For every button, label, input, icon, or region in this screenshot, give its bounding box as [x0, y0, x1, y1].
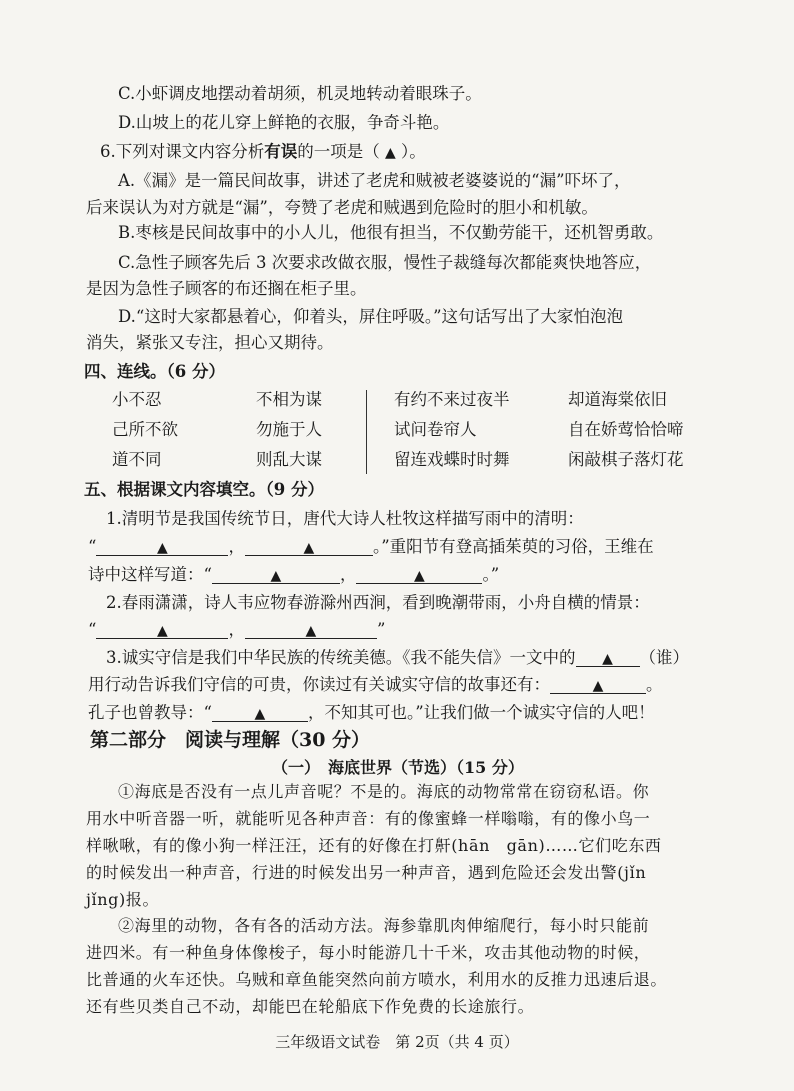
match-right2-1: 却道海棠依旧	[568, 390, 667, 409]
q6-option-c-line1: C.急性子顾客先后 3 次要求改做衣服，慢性子裁缝每次都能爽快地答应，	[118, 253, 652, 272]
passage-p1-line3: 样啾啾，有的像小狗一样汪汪，还有的好像在打鼾(hān gān)……它们吃东西	[86, 836, 662, 855]
fill-blank-4[interactable]: ▲	[356, 563, 482, 584]
passage-title: （一） 海底世界（节选）（15 分）	[272, 758, 524, 777]
s5-q3-line2: 用行动告诉我们守信的可贵，你读过有关诚实守信的故事还有： ▲ 。	[88, 675, 663, 694]
passage-p1-line5: jǐng)报。	[86, 890, 160, 909]
match-left-3: 道不同	[112, 450, 162, 469]
passage-p2-line1: ②海里的动物，各有各的活动方法。海参靠肌肉伸缩爬行，每小时只能前	[118, 916, 650, 935]
matching-divider	[366, 390, 367, 474]
match-left2-1: 不相为谋	[256, 390, 322, 409]
passage-p2-line4: 还有些贝类自己不动，却能巴在轮船底下作免费的长途旅行。	[86, 997, 535, 1016]
answer-triangle: ▲	[385, 145, 396, 161]
page-footer: 三年级语文试卷 第 2页（共 4 页）	[275, 1033, 519, 1051]
q6-option-a-line1: A.《漏》是一篇民间故事，讲述了老虎和贼被老婆婆说的“漏”吓坏了，	[118, 171, 631, 190]
match-right-1: 有约不来过夜半	[394, 390, 510, 409]
fill-blank-2[interactable]: ▲	[245, 535, 373, 556]
match-right-3: 留连戏蝶时时舞	[394, 450, 510, 469]
q6-option-d-line2: 消失，紧张又专注，担心又期待。	[86, 333, 334, 352]
bleed-through-text	[600, 88, 614, 108]
s5-q1-line3: 诗中这样写道：“ ▲ ， ▲ 。”	[88, 565, 500, 584]
s5-q3-line1: 3.诚实守信是我们中华民族的传统美德。《我不能失信》一文中的 ▲ （谁）	[106, 648, 689, 667]
passage-p1-line2: 用水中听音器一听，就能听见各种声音：有的像蜜蜂一样嗡嗡，有的像小鸟一	[86, 809, 651, 828]
match-left-1: 小不忍	[112, 390, 162, 409]
fill-blank-1[interactable]: ▲	[96, 535, 228, 556]
section5-title: 五、根据课文内容填空。（9 分）	[84, 480, 324, 499]
q6-option-a-line2: 后来误认为对方就是“漏”，夸赞了老虎和贼遇到危险时的胆小和机敏。	[86, 198, 598, 217]
q6-option-c-line2: 是因为急性子顾客的布还搁在柜子里。	[86, 279, 367, 298]
s5-q1-line1: 1.清明节是我国传统节日，唐代大诗人杜牧这样描写雨中的清明：	[106, 509, 584, 528]
q6-stem: 6.下列对课文内容分析有误的一项是（ ▲ ）。	[100, 142, 426, 161]
part2-title: 第二部分 阅读与理解（30 分）	[90, 729, 371, 751]
passage-p1-line1: ①海底是否没有一点儿声音呢？不是的。海底的动物常常在窃窃私语。你	[118, 782, 650, 801]
s5-q2-line2: “ ▲ ， ▲ ”	[88, 620, 386, 639]
fill-blank-7[interactable]: ▲	[576, 646, 640, 667]
s5-q1-line2: “ ▲ ， ▲ 。”重阳节有登高插茱萸的习俗，王维在	[88, 537, 654, 556]
q5-option-d: D.山坡上的花儿穿上鲜艳的衣服，争奇斗艳。	[118, 113, 450, 132]
match-left2-2: 勿施于人	[256, 420, 322, 439]
fill-blank-6[interactable]: ▲	[245, 618, 377, 639]
match-left-2: 己所不欲	[112, 420, 178, 439]
match-right2-3: 闲敲棋子落灯花	[568, 450, 684, 469]
fill-blank-3[interactable]: ▲	[212, 563, 340, 584]
s5-q2-line1: 2.春雨潇潇，诗人韦应物春游滁州西涧，看到晚潮带雨，小舟自横的情景：	[106, 593, 650, 612]
match-left2-3: 则乱大谋	[256, 450, 322, 469]
section4-title: 四、连线。（6 分）	[84, 362, 225, 381]
passage-p2-line3: 比普通的火车还快。乌贼和章鱼能突然向前方喷水，利用水的反推力迅速后退。	[86, 970, 668, 989]
match-right-2: 试问卷帘人	[394, 420, 477, 439]
q5-option-c: C.小虾调皮地摆动着胡须，机灵地转动着眼珠子。	[118, 84, 482, 103]
q6-option-b: B.枣核是民间故事中的小人儿，他很有担当，不仅勤劳能干，还机智勇敢。	[118, 223, 664, 242]
q6-option-d-line1: D.“这时大家都悬着心，仰着头，屏住呼吸。”这句话写出了大家怕泡泡	[118, 307, 624, 326]
fill-blank-5[interactable]: ▲	[96, 618, 228, 639]
passage-p2-line2: 进四米。有一种鱼身体像梭子，每小时能游几十千米，攻击其他动物的时候，	[86, 943, 651, 962]
s5-q3-line3: 孔子也曾教导：“ ▲ ，不知其可也。”让我们做一个诚实守信的人吧！	[88, 703, 655, 722]
passage-p1-line4: 的时候发出一种声音，行进的时候发出另一种声音，遇到危险还会发出警(jǐn	[86, 863, 647, 882]
fill-blank-9[interactable]: ▲	[212, 701, 308, 722]
q6-stem-emphasis: 有误	[264, 142, 298, 161]
match-right2-2: 自在娇莺恰恰啼	[568, 420, 684, 439]
fill-blank-8[interactable]: ▲	[550, 673, 646, 694]
